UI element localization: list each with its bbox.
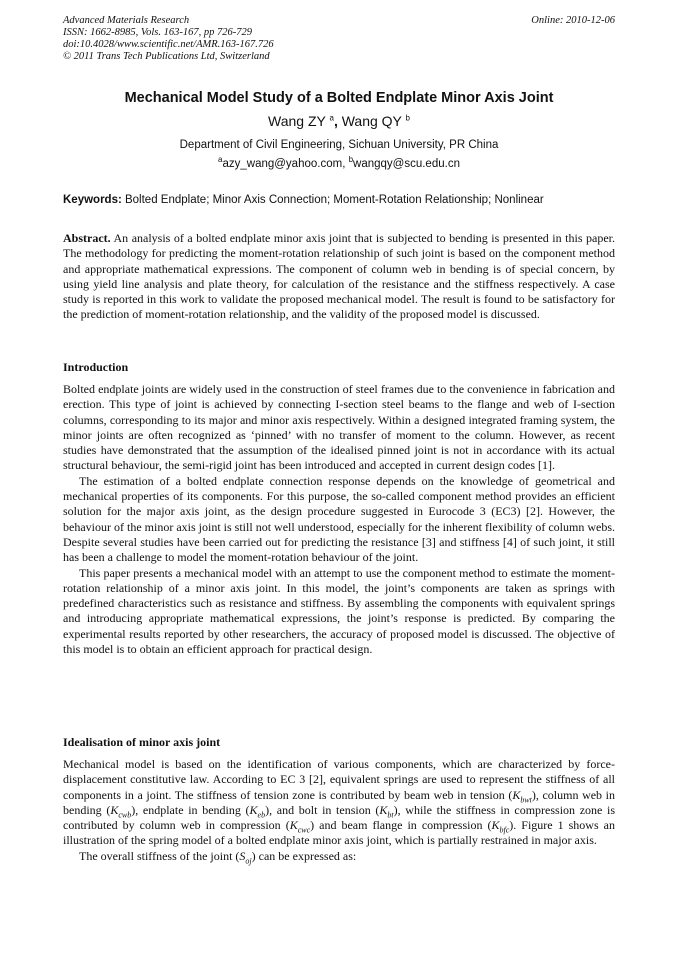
email-b: wangqy@scu.edu.cn xyxy=(353,158,460,170)
abstract xyxy=(63,231,615,323)
symbol-k-bfc: K xyxy=(491,818,500,833)
idealisation-text-1: Mechanical model is based on the identification of various components, which are characterized by force-displacement constitutive law. According to EC 3 [2], equivalent springs are used to represent the stiffness of all components in a joint. The stiffness of tension zone is contributed by beam web in tension ( xyxy=(63,757,615,802)
author-sep: , xyxy=(333,113,342,129)
idealisation-heading: Idealisation of minor axis joint xyxy=(63,735,221,749)
symbol-k-bwt: K xyxy=(512,787,521,802)
symbol-k-cwb: K xyxy=(110,802,119,817)
doi-line: doi:10.4028/www.scientific.net/AMR.163-167.726 xyxy=(63,39,274,50)
paper-title: Mechanical Model Study of a Bolted Endplate Minor Axis Joint xyxy=(124,90,554,106)
author-line xyxy=(63,113,615,129)
journal-name: Advanced Materials Research xyxy=(63,15,190,26)
author-1-sup: a xyxy=(329,113,334,123)
email-sep: , xyxy=(342,158,349,170)
idealisation-paragraph-1 xyxy=(63,757,615,849)
affiliation: Department of Civil Engineering, Sichuan University, PR China xyxy=(179,139,499,151)
email-a: azy_wang@yahoo.com xyxy=(222,158,343,170)
symbol-k-eb: K xyxy=(249,802,258,817)
intro-paragraph-1: Bolted endplate joints are widely used in the construction of steel frames due to the convenience in fabrication and erection. This type of joint is achieved by connecting I-section steel beams to the flange and web of I-section columns, corresponding to its major and minor axis respectively. Within a designed integrated framing system, the minor joints are often recognized as ‘pinned’ with no transfer of moment to the column. However, as recent studies have demonstrated that the assumption of the idealised pinned joint is not in accordance with its actual structural behaviour, the semi-rigid joint has been introduced and accepted in current design codes [1]. xyxy=(63,382,615,473)
symbol-k-bt-sub: bt xyxy=(387,810,394,820)
keywords-text: Bolted Endplate; Minor Axis Connection; Moment-Rotation Relationship; Nonlinear xyxy=(121,194,544,206)
introduction-body xyxy=(63,382,615,657)
intro-paragraph-2: The estimation of a bolted endplate connection response depends on the knowledge of geometrical and mechanical properties of its components. For this purpose, the so-called component method provides an efficient solution for the major axis joint, as the design procedure suggested in Eurocode 3 (EC3) [2]. However, the behaviour of the minor axis joint is still not well understood, especially for the inherent flexibility of column webs. Despite several studies have been carried out for predicting the resistance [3] and stiffness [4] of such joint, it still has been a challenge to model the moment-rotation behaviour of the joint. xyxy=(63,473,615,565)
symbol-k-cwc-sub: cwc xyxy=(297,825,311,835)
email-a-sup: a xyxy=(218,155,223,165)
email-line xyxy=(63,155,615,170)
symbol-k-cwc: K xyxy=(289,818,298,833)
abstract-label: Abstract. xyxy=(63,231,111,245)
keywords xyxy=(63,194,615,206)
idealisation-body xyxy=(63,757,615,864)
idealisation-text-4: ), and bolt in tension ( xyxy=(265,802,380,817)
idealisation-text-8: The overall stiffness of the joint ( xyxy=(79,848,240,863)
symbol-k-eb-sub: eb xyxy=(257,810,266,820)
email-b-sup: b xyxy=(348,155,354,165)
idealisation-text-5: ), while the stiffness in compression zone is contributed by column web in compression ( xyxy=(63,802,616,833)
idealisation-text-3: ), endplate in bending ( xyxy=(131,802,250,817)
symbol-k-bt: K xyxy=(379,802,388,817)
symbol-s-oj-sub: oj xyxy=(245,856,252,866)
symbol-k-cwb-sub: cwb xyxy=(118,810,132,820)
journal-header xyxy=(63,15,274,63)
online-date: Online: 2010-12-06 xyxy=(531,15,615,26)
abstract-text: An analysis of a bolted endplate minor axis joint that is subjected to bending is presented in this paper. The methodology for predicting the moment-rotation relationship of such joint is based on the component method and appropriate mathematical expressions. The component of column web in bending is of special concern, by using yield line analysis and plate theory, for calculation of the resistance and the stiffness respectively. A case study is reported in this work to validate the proposed mechanical model. The result is found to be satisfactory for the prediction of moment-rotation relationship, and the validity of the proposed model is discussed. xyxy=(63,231,615,322)
author-2: Wang QY xyxy=(341,113,402,129)
symbol-k-bwt-sub: bwt xyxy=(520,794,532,804)
intro-paragraph-3: This paper presents a mechanical model with an attempt to use the component method to estimate the moment-rotation relationship of a minor axis joint. In this model, the joint’s components are taken as springs with predefined characteristics such as resistance and stiffness. By assembling the components with equivalent springs and introducing appropriate mathematical expressions, the joint’s response is predicted. By comparing the experimental results reported by other researchers, the accuracy of proposed model is discussed. The objective of this model is to obtain an efficient approach for practical design. xyxy=(63,565,615,657)
idealisation-text-7: ). Figure 1 shows an illustration of the spring model of a bolted endplate minor axis joint, which is partially restrained in major axis. xyxy=(63,818,615,848)
idealisation-text-9: ) can be expressed as: xyxy=(251,848,357,863)
symbol-s-oj: S xyxy=(239,848,246,863)
keywords-label: Keywords: xyxy=(63,194,122,206)
issn-line: ISSN: 1662-8985, Vols. 163-167, pp 726-729 xyxy=(63,27,252,38)
idealisation-paragraph-2 xyxy=(63,849,615,864)
copyright-line: © 2011 Trans Tech Publications Ltd, Switzerland xyxy=(63,51,270,62)
author-1: Wang ZY xyxy=(268,113,326,129)
idealisation-text-2: ), column web in bending ( xyxy=(63,787,615,817)
introduction-heading: Introduction xyxy=(63,360,129,374)
author-2-sup: b xyxy=(405,113,410,123)
symbol-k-bfc-sub: bfc xyxy=(499,825,510,835)
idealisation-text-6: ) and beam flange in compression ( xyxy=(310,818,492,833)
